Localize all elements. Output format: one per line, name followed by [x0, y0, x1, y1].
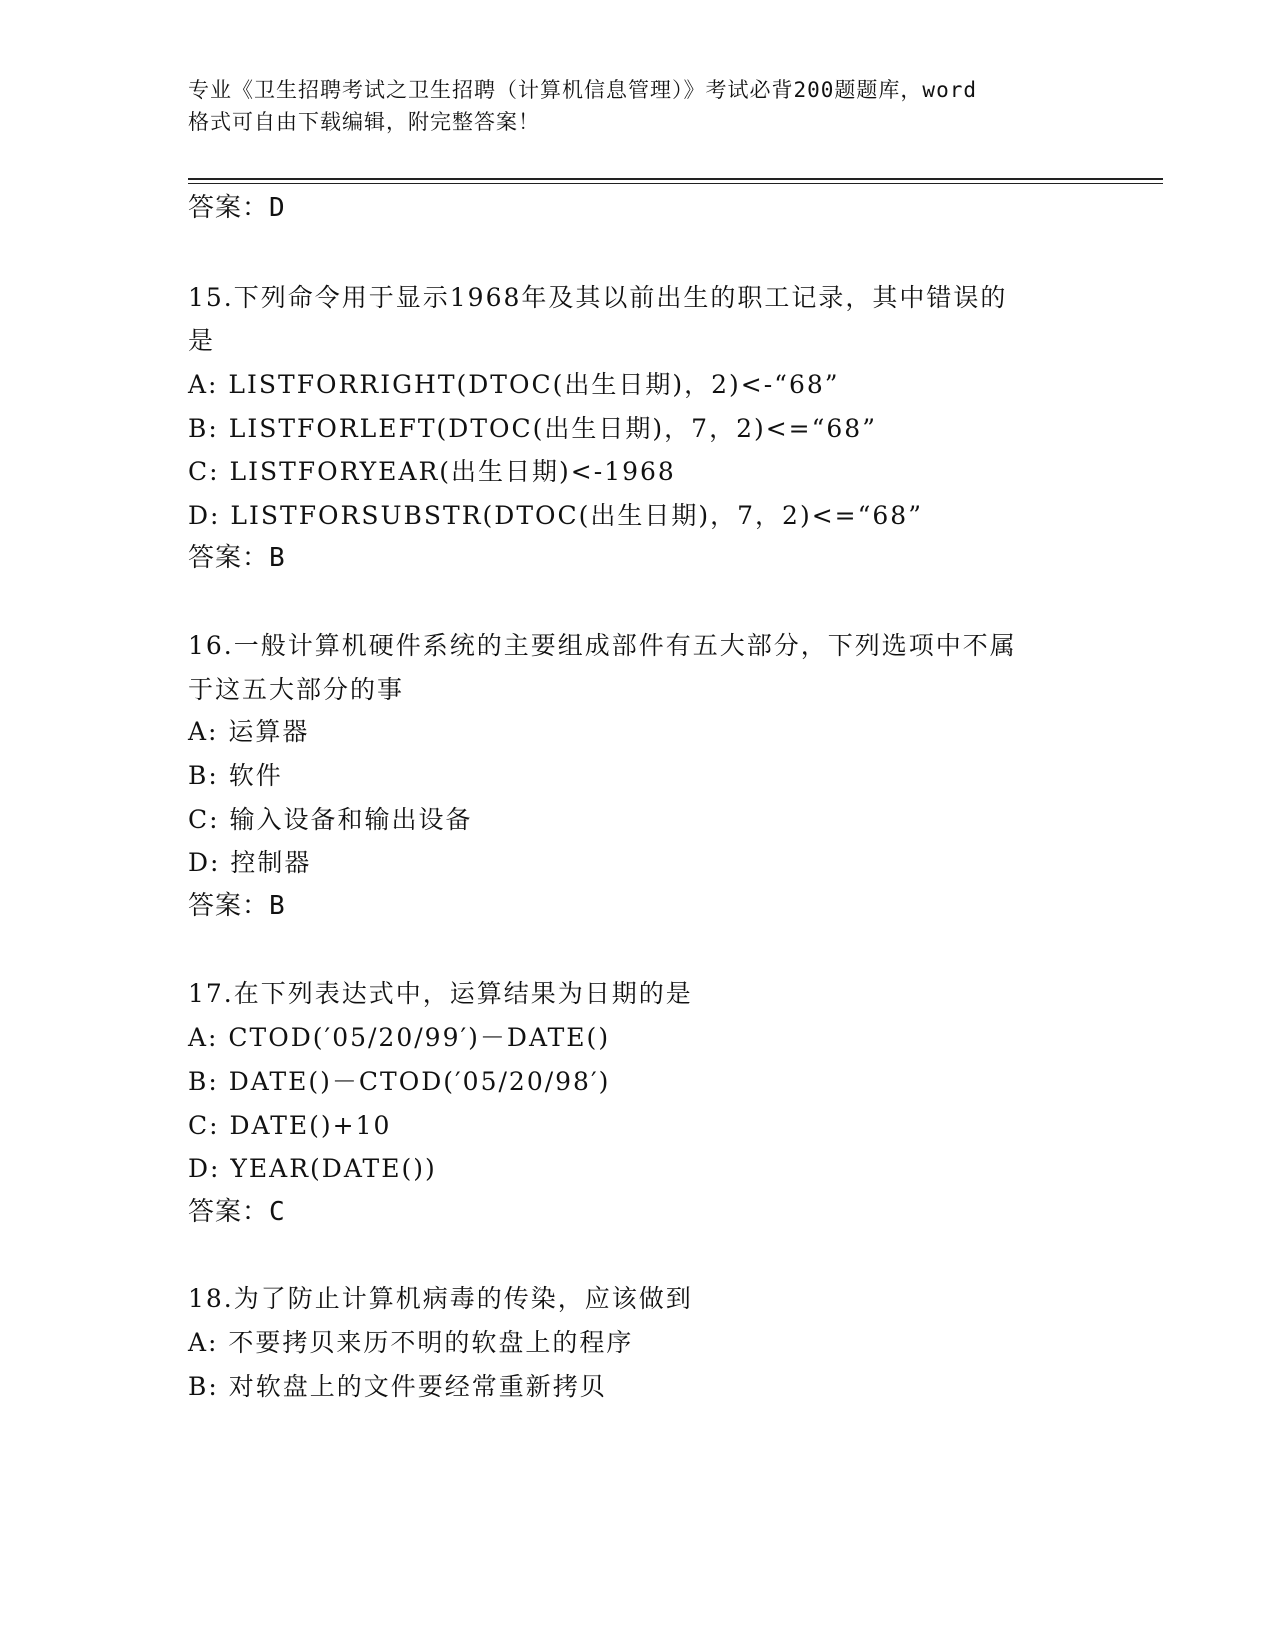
q16-option-d: D: 控制器 — [188, 848, 312, 877]
q17-option-c: C: DATE()+10 — [188, 1111, 392, 1140]
header-line-2: 格式可自由下载编辑，附完整答案！ — [188, 110, 540, 134]
header-line-1: 专业《卫生招聘考试之卫生招聘（计算机信息管理）》考试必背200题题库，word — [188, 78, 977, 102]
q17-answer: 答案：C — [188, 1197, 286, 1227]
q15-option-b: B: LISTFORLEFT(DTOC(出生日期)，7，2)<=“68” — [188, 414, 877, 443]
q18-stem-line-1: 18.为了防止计算机病毒的传染，应该做到 — [188, 1284, 693, 1313]
header-divider-thin — [188, 183, 1163, 184]
q16-option-a: A: 运算器 — [188, 717, 310, 746]
q16-stem-line-1: 16.一般计算机硬件系统的主要组成部件有五大部分，下列选项中不属 — [188, 631, 1017, 660]
q17-option-a: A: CTOD(′05/20/99′)－DATE() — [188, 1023, 611, 1052]
document-header — [188, 74, 1108, 138]
q18-option-a: A: 不要拷贝来历不明的软盘上的程序 — [188, 1328, 634, 1357]
q15-option-d: D: LISTFORSUBSTR(DTOC(出生日期)，7，2)<=“68” — [188, 501, 923, 530]
q15-stem-line-2: 是 — [188, 326, 216, 355]
q15-answer: 答案：B — [188, 543, 286, 573]
q17-stem-line-1: 17.在下列表达式中，运算结果为日期的是 — [188, 979, 693, 1008]
q18-option-b: B: 对软盘上的文件要经常重新拷贝 — [188, 1372, 607, 1401]
q15-option-c: C: LISTFORYEAR(出生日期)<-1968 — [188, 457, 676, 486]
q17-option-d: D: YEAR(DATE()) — [188, 1154, 437, 1183]
q17-option-b: B: DATE()－CTOD(′05/20/98′) — [188, 1067, 611, 1096]
q16-option-b: B: 软件 — [188, 761, 283, 790]
q15-option-a: A: LISTFORRIGHT(DTOC(出生日期)，2)<-“68” — [188, 370, 840, 399]
q16-answer: 答案：B — [188, 891, 286, 921]
q16-stem-line-2: 于这五大部分的事 — [188, 675, 405, 704]
q15-stem-line-1: 15.下列命令用于显示1968年及其以前出生的职工记录，其中错误的 — [188, 283, 1008, 312]
answer-top: 答案：D — [188, 193, 286, 223]
header-divider-thick — [188, 178, 1163, 180]
q16-option-c: C: 输入设备和输出设备 — [188, 805, 473, 834]
